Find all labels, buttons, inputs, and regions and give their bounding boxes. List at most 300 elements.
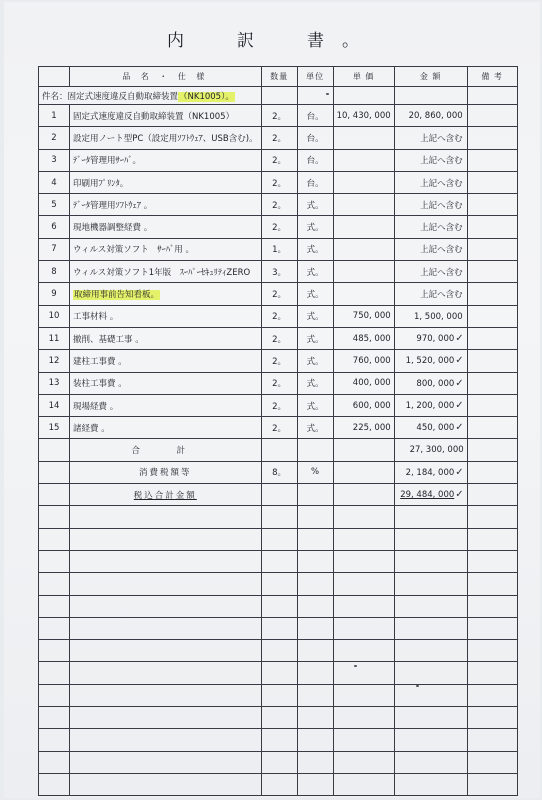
item-qty: 2。: [261, 372, 297, 394]
empty-cell: [39, 595, 70, 617]
header-name: 品 名 ・ 仕 様: [70, 67, 262, 87]
item-name: [70, 238, 262, 260]
empty-cell: [394, 573, 467, 595]
item-remarks: [467, 439, 517, 461]
header-no: [39, 67, 70, 87]
item-amount-value: 上記へ含む: [420, 178, 463, 189]
item-name: [70, 417, 262, 439]
item-unit-price: 760, 000: [333, 350, 394, 372]
item-unit-price: [333, 216, 394, 238]
item-unit-price: 10, 430, 000: [333, 105, 394, 127]
item-amount: [394, 149, 467, 171]
item-unit: 式。: [297, 394, 333, 416]
empty-cell: [261, 550, 297, 572]
item-qty: 2。: [261, 194, 297, 216]
empty-cell: [333, 684, 394, 706]
item-remarks: [467, 305, 517, 327]
empty-cell: [394, 617, 467, 639]
empty-cell: [39, 461, 70, 483]
table-row: [39, 105, 518, 127]
item-remarks: [467, 350, 517, 372]
table-row: [39, 283, 518, 305]
item-qty: 2。: [261, 127, 297, 149]
summary-amount: [394, 439, 467, 461]
empty-cell: [394, 595, 467, 617]
summary-label-text: 合 計: [131, 446, 200, 457]
table-row: [39, 171, 518, 193]
empty-cell: [261, 640, 297, 662]
table-row: [39, 327, 518, 349]
item-remarks: [467, 484, 517, 506]
item-unit-price: 225, 000: [333, 417, 394, 439]
empty-cell: [261, 528, 297, 550]
row-number: 12: [39, 350, 70, 372]
empty-cell: [261, 87, 297, 105]
item-qty: 2。: [261, 305, 297, 327]
item-name-text: ウィルス対策ソフト1年版 ｽｰﾊﾟｰｾｷｭﾘﾃｨZERO: [73, 267, 251, 278]
empty-cell: [467, 707, 517, 729]
item-qty: 2。: [261, 350, 297, 372]
empty-cell: [297, 773, 333, 795]
empty-cell: [297, 729, 333, 751]
item-unit: 台。: [297, 127, 333, 149]
item-unit: 台。: [297, 105, 333, 127]
empty-cell: [333, 484, 394, 506]
summary-unit: [297, 484, 333, 506]
row-number: 3: [39, 149, 70, 171]
blank-row: [39, 662, 518, 684]
empty-cell: [297, 595, 333, 617]
item-amount-value: 上記へ含む: [420, 245, 463, 256]
empty-cell: [39, 506, 70, 528]
empty-cell: [394, 684, 467, 706]
empty-cell: [333, 751, 394, 773]
document-page: [4, 2, 540, 798]
empty-cell: [394, 707, 467, 729]
item-amount-value: 上記へ含む: [420, 200, 463, 211]
empty-cell: [70, 550, 262, 572]
row-number: 7: [39, 238, 70, 260]
document-title: 内 訳 書。: [167, 31, 377, 51]
empty-cell: [70, 528, 262, 550]
blank-row: [39, 573, 518, 595]
summary-label: [70, 484, 262, 506]
empty-cell: [297, 550, 333, 572]
summary-label-text: 税込合計金額: [133, 490, 197, 501]
item-amount: [394, 394, 467, 416]
subtotal-row: [39, 439, 518, 461]
item-unit: 式。: [297, 194, 333, 216]
item-name: [70, 372, 262, 394]
item-remarks: [467, 149, 517, 171]
item-name-text: 設定用ノート型PC（設定用ｿﾌﾄｳｪｱ、USB含む)。: [73, 133, 258, 144]
item-name-text: 固定式速度違反自動取締装置（NK1005）: [73, 111, 235, 122]
item-amount: [394, 238, 467, 260]
empty-cell: [394, 528, 467, 550]
item-amount: [394, 372, 467, 394]
item-remarks: [467, 238, 517, 260]
item-amount: [394, 171, 467, 193]
item-qty: 2。: [261, 417, 297, 439]
item-name: [70, 127, 262, 149]
item-unit: 式。: [297, 216, 333, 238]
item-qty: 2。: [261, 105, 297, 127]
item-unit: 式。: [297, 417, 333, 439]
item-amount-value: 上記へ含む: [420, 133, 463, 144]
item-amount-value: 20, 860, 000: [408, 111, 463, 122]
empty-cell: [297, 528, 333, 550]
table-row: [39, 261, 518, 283]
item-name: [70, 194, 262, 216]
item-name: [70, 327, 262, 349]
summary-unit: [297, 439, 333, 461]
blank-row: [39, 684, 518, 706]
empty-cell: [70, 640, 262, 662]
table-row: [39, 194, 518, 216]
item-name: [70, 283, 262, 305]
table-row: [39, 372, 518, 394]
empty-cell: [297, 87, 333, 105]
row-number: 6: [39, 216, 70, 238]
empty-cell: [333, 595, 394, 617]
blank-row: [39, 617, 518, 639]
item-name: [70, 105, 262, 127]
item-qty: 2。: [261, 394, 297, 416]
table-header-row: [39, 67, 518, 87]
empty-cell: [467, 751, 517, 773]
blank-row: [39, 550, 518, 572]
item-remarks: [467, 372, 517, 394]
empty-cell: [394, 751, 467, 773]
summary-qty: 8。: [261, 461, 297, 483]
checkmark-icon: ✓: [455, 333, 464, 345]
header-price: 単 価: [333, 67, 394, 87]
row-number: 14: [39, 394, 70, 416]
summary-amount: [394, 484, 467, 506]
empty-cell: [261, 595, 297, 617]
empty-cell: [297, 506, 333, 528]
item-name-text: 工事材料 。: [73, 312, 119, 323]
item-amount: [394, 327, 467, 349]
empty-cell: [261, 729, 297, 751]
empty-cell: [70, 662, 262, 684]
scan-speck: [354, 665, 357, 667]
item-qty: 2。: [261, 149, 297, 171]
empty-cell: [333, 707, 394, 729]
table-row: [39, 238, 518, 260]
item-remarks: [467, 216, 517, 238]
item-remarks: [467, 461, 517, 483]
empty-cell: [39, 573, 70, 595]
empty-cell: [39, 484, 70, 506]
empty-cell: [70, 751, 262, 773]
header-remarks: 備 考: [467, 67, 517, 87]
item-unit-price: 600, 000: [333, 394, 394, 416]
empty-cell: [333, 662, 394, 684]
item-amount: [394, 350, 467, 372]
empty-cell: [39, 707, 70, 729]
item-amount: [394, 261, 467, 283]
empty-cell: [261, 707, 297, 729]
item-name: [70, 350, 262, 372]
item-name: [70, 216, 262, 238]
empty-cell: [333, 573, 394, 595]
item-amount-value: 970, 000: [416, 334, 455, 345]
item-name: [70, 149, 262, 171]
item-amount: [394, 417, 467, 439]
empty-cell: [70, 573, 262, 595]
item-amount-value: 1, 520, 000: [405, 356, 455, 367]
item-unit-price: [333, 194, 394, 216]
empty-cell: [333, 640, 394, 662]
checkmark-icon: ✓: [455, 466, 464, 478]
empty-cell: [70, 595, 262, 617]
empty-cell: [467, 729, 517, 751]
item-amount-value: 800, 000: [416, 378, 455, 389]
row-number: 1: [39, 105, 70, 127]
item-remarks: [467, 171, 517, 193]
item-unit: 式。: [297, 283, 333, 305]
row-number: 8: [39, 261, 70, 283]
empty-cell: [297, 751, 333, 773]
empty-cell: [333, 773, 394, 795]
empty-cell: [467, 506, 517, 528]
empty-cell: [297, 707, 333, 729]
item-amount: [394, 194, 467, 216]
item-qty: 2。: [261, 171, 297, 193]
item-name-text: 装柱工事費 。: [73, 379, 127, 390]
item-amount-value: 1, 200, 000: [405, 401, 455, 411]
item-remarks: [467, 283, 517, 305]
item-unit: 式。: [297, 261, 333, 283]
item-unit-price: [333, 127, 394, 149]
empty-cell: [394, 662, 467, 684]
item-unit-price: [333, 283, 394, 305]
item-name-text: 現場経費 。: [73, 401, 119, 412]
item-name-text: 印刷用ﾌﾟﾘﾝﾀ。: [73, 178, 129, 189]
item-amount-value: 上記へ含む: [420, 290, 463, 301]
empty-cell: [333, 506, 394, 528]
summary-amount-value: 29, 484, 000: [400, 490, 455, 501]
tax-row: [39, 461, 518, 483]
empty-cell: [261, 773, 297, 795]
table-row: [39, 216, 518, 238]
empty-cell: [467, 684, 517, 706]
summary-label: [70, 461, 262, 483]
empty-cell: [394, 506, 467, 528]
item-unit: 式。: [297, 350, 333, 372]
item-name-text: 現地機器調整経費 。: [73, 223, 153, 234]
item-name-text: ﾃﾞｰﾀ管理用ｿﾌﾄｳｪｱ 。: [73, 200, 153, 211]
blank-row: [39, 595, 518, 617]
summary-amount: [394, 461, 467, 483]
row-number: 11: [39, 327, 70, 349]
item-unit-price: [333, 261, 394, 283]
header-unit: 単位: [297, 67, 333, 87]
item-amount-value: 上記へ含む: [420, 156, 463, 167]
blank-row: [39, 506, 518, 528]
item-amount: [394, 283, 467, 305]
subject-model-highlight: （NK1005）。: [179, 91, 234, 102]
empty-cell: [297, 662, 333, 684]
empty-cell: [333, 461, 394, 483]
empty-cell: [261, 684, 297, 706]
blank-row: [39, 729, 518, 751]
item-unit-price: [333, 171, 394, 193]
item-qty: 2。: [261, 216, 297, 238]
item-name-text: ウィルス対策ソフト ｻｰﾊﾞ用 。: [73, 245, 194, 256]
row-number: 15: [39, 417, 70, 439]
empty-cell: [467, 662, 517, 684]
item-unit-price: [333, 238, 394, 260]
empty-cell: [39, 684, 70, 706]
blank-row: [39, 751, 518, 773]
item-remarks: [467, 394, 517, 416]
table-row: [39, 394, 518, 416]
item-name-text: 取締用事前告知看板。: [74, 290, 160, 301]
breakdown-table: [38, 66, 518, 796]
row-number: 2: [39, 127, 70, 149]
row-number: 4: [39, 171, 70, 193]
item-qty: 2。: [261, 283, 297, 305]
checkmark-icon: ✓: [455, 400, 464, 411]
subject-cell: [39, 87, 262, 105]
row-number: 10: [39, 305, 70, 327]
empty-cell: [467, 640, 517, 662]
table-row: [39, 149, 518, 171]
item-qty: 1。: [261, 238, 297, 260]
checkmark-icon: ✓: [455, 355, 464, 367]
empty-cell: [70, 729, 262, 751]
item-amount: [394, 105, 467, 127]
item-remarks: [467, 105, 517, 127]
table-row: [39, 350, 518, 372]
empty-cell: [39, 729, 70, 751]
item-qty: 2。: [261, 327, 297, 349]
checkmark-icon: ✓: [455, 489, 464, 501]
empty-cell: [297, 617, 333, 639]
scan-speck: [416, 685, 419, 687]
empty-cell: [39, 617, 70, 639]
empty-cell: [39, 439, 70, 461]
item-amount: [394, 127, 467, 149]
item-name-text: 諸経費 。: [73, 423, 110, 434]
table-row: [39, 127, 518, 149]
table-row: [39, 305, 518, 327]
item-unit-price: 400, 000: [333, 372, 394, 394]
empty-cell: [261, 617, 297, 639]
item-unit: 式。: [297, 305, 333, 327]
empty-cell: [297, 684, 333, 706]
empty-cell: [70, 617, 262, 639]
row-number: 5: [39, 194, 70, 216]
item-unit: 式。: [297, 372, 333, 394]
empty-cell: [297, 573, 333, 595]
empty-cell: [70, 707, 262, 729]
item-remarks: [467, 261, 517, 283]
empty-cell: [70, 773, 262, 795]
item-remarks: [467, 417, 517, 439]
item-unit: 式。: [297, 238, 333, 260]
checkmark-icon: ✓: [455, 422, 464, 434]
item-remarks: [467, 127, 517, 149]
scan-speck: [326, 93, 329, 95]
item-amount-value: 1, 500, 000: [413, 311, 463, 322]
empty-cell: [39, 640, 70, 662]
empty-cell: [394, 550, 467, 572]
empty-cell: [261, 751, 297, 773]
grand-total-row: [39, 484, 518, 506]
empty-cell: [467, 573, 517, 595]
blank-row: [39, 640, 518, 662]
empty-cell: [467, 617, 517, 639]
empty-cell: [467, 550, 517, 572]
empty-cell: [333, 550, 394, 572]
subject-row: [39, 87, 518, 105]
summary-amount-value: 2, 184, 000: [405, 467, 455, 478]
empty-cell: [333, 528, 394, 550]
empty-cell: [39, 751, 70, 773]
empty-cell: [467, 595, 517, 617]
item-amount-value: 上記へ含む: [420, 223, 463, 234]
item-name: [70, 171, 262, 193]
empty-cell: [333, 439, 394, 461]
summary-qty: [261, 484, 297, 506]
item-unit-price: 750, 000: [333, 305, 394, 327]
blank-row: [39, 773, 518, 795]
empty-cell: [39, 773, 70, 795]
summary-label: [70, 439, 262, 461]
item-unit: 台。: [297, 171, 333, 193]
header-amount: 金 額: [394, 67, 467, 87]
item-qty: 3。: [261, 261, 297, 283]
row-number: 13: [39, 372, 70, 394]
item-amount-value: 450, 000: [416, 423, 455, 434]
empty-cell: [467, 773, 517, 795]
empty-cell: [394, 729, 467, 751]
empty-cell: [261, 662, 297, 684]
empty-cell: [333, 617, 394, 639]
item-name: [70, 305, 262, 327]
empty-cell: [39, 528, 70, 550]
empty-cell: [261, 573, 297, 595]
summary-unit: %: [297, 461, 333, 483]
empty-cell: [70, 684, 262, 706]
item-amount-value: 上記へ含む: [420, 267, 463, 278]
summary-label-text: 消費税額等: [139, 468, 192, 479]
empty-cell: [297, 640, 333, 662]
table-row: [39, 417, 518, 439]
item-unit: 式。: [297, 327, 333, 349]
table-body: [39, 87, 518, 796]
item-unit-price: 485, 000: [333, 327, 394, 349]
header-qty: 数量: [261, 67, 297, 87]
empty-cell: [39, 550, 70, 572]
empty-cell: [333, 87, 394, 105]
item-unit-price: [333, 149, 394, 171]
row-number: 9: [39, 283, 70, 305]
item-name-text: ﾃﾞｰﾀ管理用ｻｰﾊﾞ。: [73, 156, 142, 167]
empty-cell: [467, 87, 517, 105]
item-amount: [394, 216, 467, 238]
empty-cell: [394, 640, 467, 662]
checkmark-icon: ✓: [455, 377, 464, 389]
summary-qty: [261, 439, 297, 461]
item-name: [70, 394, 262, 416]
blank-row: [39, 707, 518, 729]
empty-cell: [394, 87, 467, 105]
item-name-text: 撤削、基礎工事 。: [73, 334, 144, 345]
